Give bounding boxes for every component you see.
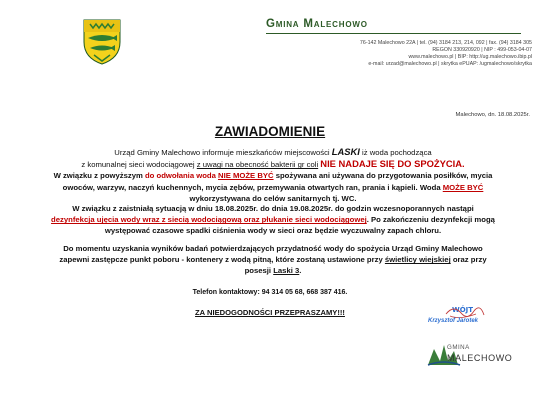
coat-of-arms-icon (82, 18, 122, 66)
p1-line-3: W związku z powyższym do odwołania woda NIE MOŻE BYĆ spożywana ani używana do przygotowania posiłków, mycia (53, 171, 493, 181)
not-drinkable-warning: NIE NADAJE SIĘ DO SPOŻYCIA. (320, 158, 465, 170)
p3-line-1: Do momentu uzyskania wyników badań potwierdzających przydatność wody do spożycia Urząd Gminy Malechowo (63, 244, 483, 253)
p1-line-5: wykorzystywana do celów sanitarnych tj. WC. (189, 193, 357, 203)
registry-line: REGON 330920920 | NIP : 499-053-04-07 (432, 47, 532, 54)
p3-line-3: posesji Laski 3. (244, 266, 302, 276)
p2-line-3: występować czasowe spadki ciśnienia wody w sieci oraz będzie wyczuwalny zapach chloru. (104, 226, 442, 236)
document-date: Malechowo, dn. 18.08.2025r. (455, 112, 530, 118)
signature-role: WÓJT (452, 306, 474, 314)
document-title: ZAWIADOMIENIE (214, 124, 326, 139)
signature-stamp-icon (430, 300, 510, 334)
address-line: 76-142 Malechowo 22A | tel. (94) 3184 213, 214, 092 | fax. (94) 3184 305 (359, 40, 532, 46)
footer-logo-line-1: GMINA (447, 344, 470, 351)
email-line: e-mail: urzad@malechowo.pl | skrytka ePUAP: /ugmalechowo/skrytka (368, 61, 532, 68)
website-line: www.malechowo.pl | BIP: http://ug.malechowo.ibip.pl (408, 54, 532, 61)
header-divider (266, 33, 521, 34)
address-block (240, 40, 532, 68)
disinfection-notice: dezynfekcja ujęcia wody wraz z siecią wodociągową oraz płukanie sieci wodociągowej (51, 215, 367, 225)
village-name: LASKI (331, 146, 360, 157)
apology-line: ZA NIEDOGODNOŚCI PRZEPRASZAMY!!! (195, 308, 345, 317)
p2-line-2: dezynfekcja ujęcia wody wraz z siecią wodociągową oraz płukanie sieci wodociągowej. Po zakończeniu dezynfekcji mogą (51, 215, 495, 225)
p1-line-4: owoców, warzyw, naczyń kuchennych, mycia zębów, przemywania otwartych ran, prania i kąpieli. Woda MOŻE BYĆ (62, 182, 484, 192)
footer-logo-line-2: MALECHOWO (447, 353, 513, 363)
p1-line-2: z komunalnej sieci wodociągowej z uwagi na obecność bakterii gr coli NIE NADAJE SIĘ DO SPOŻYCIA. (81, 158, 465, 170)
paragraph-2 (18, 203, 528, 237)
p3-line-2: zapewni zastępcze punkt poboru - kontenery z wodą pitną, które zostaną ustawione przy świetlicy wiejskiej oraz przy (59, 255, 487, 265)
p1-line-1: Urząd Gminy Malechowo informuje mieszkańców miejscowości LASKI iż woda pochodząca (114, 146, 432, 157)
gmina-title: Gmina Malechowo (266, 18, 526, 30)
paragraph-3 (18, 243, 528, 277)
signer-name: Krzysztof Jarotek (428, 318, 479, 324)
contact-phone: Telefon kontaktowy: 94 314 05 68, 668 387 416. (192, 289, 348, 296)
paragraph-1 (18, 146, 528, 204)
p2-line-1: W związku z zaistniałą sytuacją w dniu 18.08.2025r. do dnia 19.08.2025r. do godzin wczesnoporannych nastąpi (72, 204, 474, 213)
